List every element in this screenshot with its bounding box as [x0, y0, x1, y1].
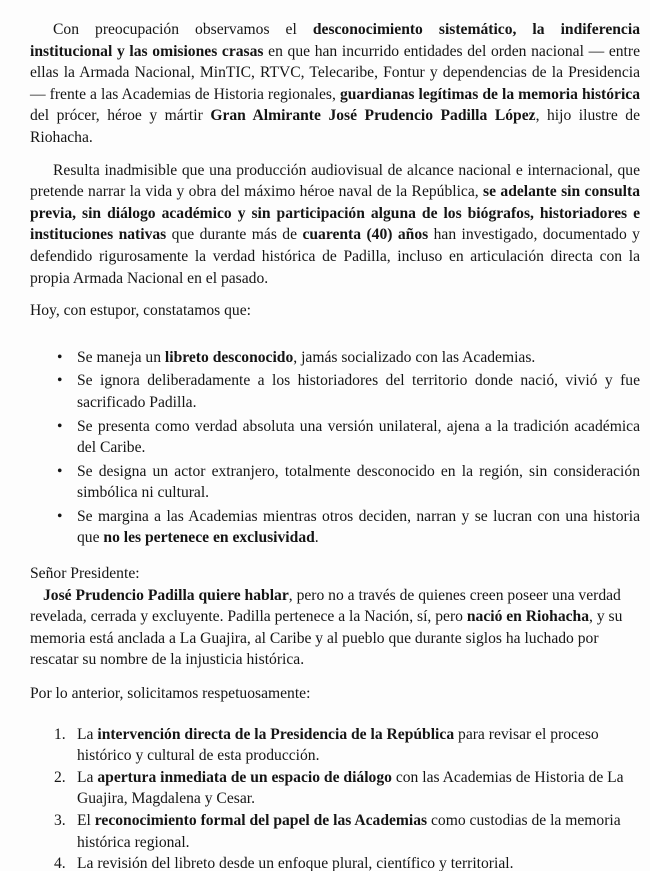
text-run: , pero no a través de quienes creen poseer una verdad revelada, cerrada y excluyente. Padilla pertenece a la Nación, sí, pero: [30, 586, 621, 626]
text-run: José Prudencio Padilla quiere hablar: [43, 586, 289, 604]
bullet-item-text: [77, 506, 640, 549]
text-run: Por lo anterior, solicitamos respetuosamente:: [30, 685, 311, 703]
bullet-list: [30, 347, 640, 549]
number-marker: 3.: [54, 812, 66, 829]
paragraph-padilla: [30, 585, 640, 671]
numbered-item: [30, 767, 640, 810]
text-run: .: [314, 529, 319, 547]
numbered-item-text: [77, 767, 640, 810]
bullet-marker: •: [57, 462, 63, 480]
bullet-item: [30, 416, 640, 459]
text-run: La: [77, 725, 98, 743]
text-run: libreto desconocido: [164, 348, 294, 366]
text-run: desconocimiento sistemático, la indiferencia institucional y las omisiones crasas: [30, 21, 640, 60]
text-run: reconocimiento formal del papel de las Academias: [94, 812, 428, 829]
text-run: nació en Riohacha: [466, 608, 590, 626]
bullet-item: [30, 506, 640, 549]
number-marker: 4.: [54, 855, 66, 871]
bullet-item-text: [77, 370, 640, 413]
bullet-item: [30, 347, 640, 369]
bullet-item-text: [77, 347, 640, 369]
text-run: en que han incurrido entidades del orden nacional — entre ellas la Armada Nacional, MinTIC, RTVC, Telecaribe, Fontur y dependencias de la Presidencia— frente a las Academias de Historia regionales,: [30, 42, 640, 103]
numbered-item-text: [77, 810, 640, 853]
bullet-marker: •: [57, 417, 63, 435]
bullet-item: [30, 370, 640, 413]
number-marker: 1.: [54, 725, 66, 743]
text-run: que durante más de: [166, 226, 303, 244]
text-run: El: [77, 812, 95, 829]
text-run: Se designa un actor extranjero, totalmente desconocido en la región, sin consideración simbólica ni cultural.: [77, 462, 640, 502]
paragraph-production: [30, 160, 640, 290]
text-run: Hoy, con estupor, constatamos que:: [30, 302, 251, 320]
text-run: Se maneja un: [77, 348, 165, 366]
text-run: cuarenta (40) años: [302, 226, 429, 244]
text-run: Se presenta como verdad absoluta una versión unilateral, ajena a la tradición académica del Caribe.: [77, 417, 640, 457]
bullet-marker: •: [57, 372, 63, 390]
numbered-item: [30, 724, 640, 767]
numbered-item: [30, 853, 640, 871]
bullet-marker: •: [57, 348, 63, 366]
text-run: Señor Presidente:: [30, 565, 140, 583]
numbered-list: [30, 724, 640, 871]
text-run: Se margina a las Academias mientras otros deciden, narran y se lucran con una historia que: [77, 507, 640, 547]
numbered-item: [30, 810, 640, 853]
numbered-item-text: [77, 853, 640, 871]
bullet-item-text: [77, 416, 640, 459]
bullet-item-text: [77, 461, 640, 504]
paragraph-intro: [30, 19, 640, 149]
text-run: La revisión del libreto desde un enfoque plural, científico y territorial.: [77, 855, 514, 871]
text-run: Resulta inadmisible que una producción audiovisual de alcance nacional e internacional, que pretende narrar la vida y obra del máximo héroe naval de la República,: [30, 161, 640, 201]
paragraph-solicitud: [30, 683, 640, 705]
text-run: con las Academias de Historia de La Guajira, Magdalena y Cesar.: [77, 768, 624, 808]
text-run: como custodias de la memoria histórica regional.: [77, 812, 621, 851]
text-run: no les pertenece en exclusividad: [103, 529, 315, 547]
bullet-marker: •: [57, 507, 63, 525]
paragraph-hoy: [30, 300, 640, 322]
text-run: se adelante sin consulta previa, sin diálogo académico y sin participación alguna de los biógrafos, historiadores e instituciones nativas: [30, 183, 640, 244]
text-run: , hijo ilustre de Riohacha.: [30, 107, 640, 146]
bullet-item: [30, 461, 640, 504]
text-run: intervención directa de la Presidencia de la República: [97, 725, 455, 743]
text-run: del prócer, héroe y mártir: [30, 107, 211, 125]
text-run: han investigado, documentado y defendido rigurosamente la verdad histórica de Padilla, incluso en articulación directa con la propia Armada Nacional en el pasado.: [30, 226, 640, 287]
paragraph-senor-presidente: [30, 563, 640, 585]
text-run: Gran Almirante José Prudencio Padilla López: [210, 107, 536, 125]
text-run: Se ignora deliberadamente a los historiadores del territorio donde nació, vivió y fue sacrificado Padilla.: [77, 372, 640, 411]
text-run: guardianas legítimas de la memoria histórica: [339, 85, 640, 103]
number-marker: 2.: [54, 768, 66, 786]
text-run: La: [77, 768, 98, 786]
text-run: Con preocupación observamos el: [53, 21, 313, 38]
text-run: , y su memoria está anclada a La Guajira, al Caribe y al pueblo que durante siglos ha luchado por rescatar su nombre de la injusticia histórica.: [30, 608, 623, 669]
text-run: para revisar el proceso histórico y cultural de esta producción.: [77, 725, 599, 765]
text-run: , jamás socializado con las Academias.: [293, 348, 536, 366]
numbered-item-text: [77, 724, 640, 767]
text-run: apertura inmediata de un espacio de diálogo: [97, 768, 392, 786]
